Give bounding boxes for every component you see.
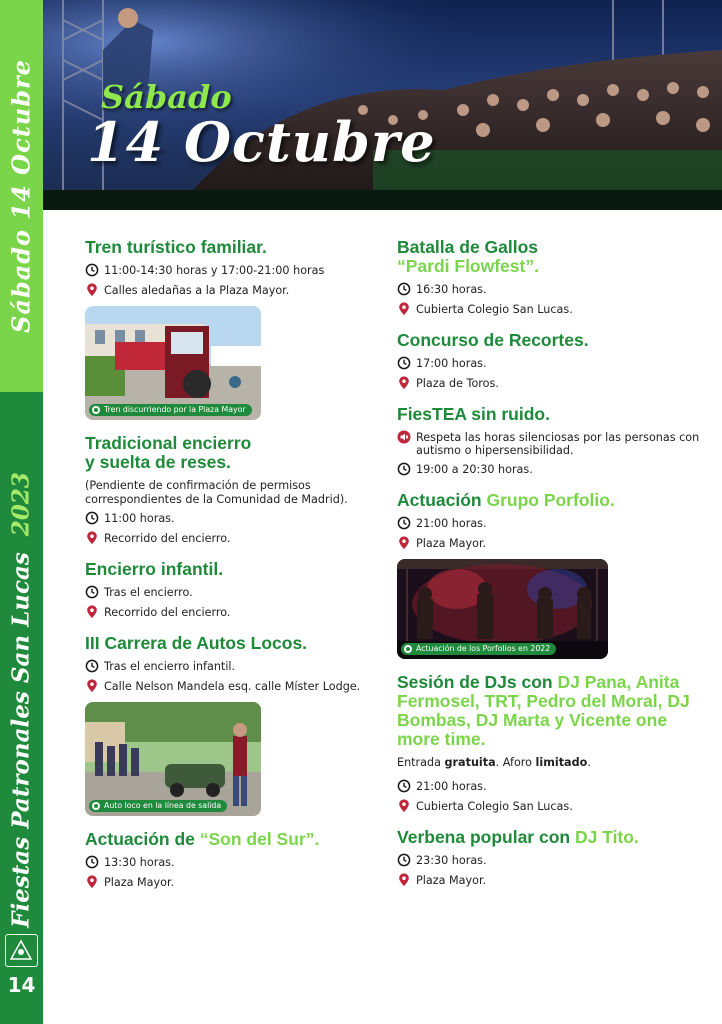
event-title-highlight: DJ Tito. [574,826,639,847]
autos-photo [85,702,261,816]
clock-icon [397,282,411,296]
event-title-highlight: Grupo Porfolio. [486,490,615,510]
event-encierro [85,434,385,546]
event-time: 11:00 horas. [104,512,175,525]
event-title-highlight: “Son del Sur”. [199,829,320,849]
right-column [397,230,702,902]
event-place-row [397,800,702,814]
tren-photo-caption [89,404,252,416]
event-title-prefix: Actuación de [85,829,200,849]
event-title: Tren turístico familiar. [85,237,267,257]
event-title [397,238,702,276]
event-title [397,828,702,847]
location-pin-icon [397,536,411,550]
camera-icon [92,802,100,810]
event-place: Plaza Mayor. [104,876,175,889]
event-son-del-sur [85,830,385,890]
location-pin-icon [85,283,99,297]
event-time: 13:30 horas. [104,856,175,869]
clock-icon [85,659,99,673]
event-place-row [85,680,385,694]
event-batalla-gallos [397,238,702,317]
tren-illustration [85,306,261,420]
clock-icon [397,779,411,793]
tren-photo [85,306,261,420]
sidebar-date-text: Sábado 14 Octubre [6,59,36,333]
clock-icon [85,263,99,277]
event-time: 16:30 horas. [416,283,487,296]
sidebar-festival-name: Fiestas Patronales San Lucas [7,552,35,928]
event-title [397,673,702,749]
event-note: Respeta las horas silenciosas por las personas con autismo o hipersensibilidad. [416,431,700,457]
event-recortes [397,331,702,391]
event-title: III Carrera de Autos Locos. [85,633,308,653]
event-time: 21:00 horas. [416,517,487,530]
sidebar-festival-text [8,472,35,928]
hero-banner [43,0,722,210]
page-number: 14 [7,973,36,997]
event-title-prefix: Verbena popular con [397,826,575,847]
speaker-muted-icon [397,430,411,444]
event-title-line2: y suelta de reses. [85,452,231,472]
event-sesion-djs [397,673,702,814]
event-encierro-infantil [85,560,385,620]
event-title [85,434,385,472]
event-time: Tras el encierro infantil. [104,660,236,673]
event-place: Plaza Mayor. [416,873,487,887]
event-place-row [397,303,702,317]
event-place-row [397,537,702,551]
event-title: FiesTEA sin ruido. [397,404,550,424]
entry-limited: limitado [535,756,588,769]
event-time: Tras el encierro. [104,586,193,599]
event-note-row [397,431,702,457]
entry-free: gratuita [444,756,496,769]
event-fiestea [397,405,702,477]
event-place-row [397,377,702,391]
event-time-row [85,660,385,674]
event-title: Encierro infantil. [85,559,224,579]
event-note: (Pendiente de confirmación de permisos correspondientes de la Comunidad de Madrid). [85,479,348,506]
event-title-line2: “Pardi Flowfest”. [397,256,539,276]
entry-mid: . Aforo [495,756,536,769]
location-pin-icon [397,376,411,390]
event-place-row [85,606,385,620]
event-verbena [397,828,702,888]
clock-icon [85,511,99,525]
event-place-row [85,876,385,890]
location-pin-icon [85,679,99,693]
event-autos-locos [85,634,385,816]
event-place: Plaza Mayor. [416,537,487,550]
event-time: 21:00 horas. [416,779,487,793]
clock-icon [397,516,411,530]
clock-icon [85,585,99,599]
event-time-row [397,463,702,477]
event-title-line1: Tradicional encierro [85,433,252,453]
event-time: 19:00 a 20:30 horas. [416,463,533,476]
autos-photo-caption [89,800,227,812]
left-column [85,230,385,904]
event-title [397,491,702,510]
event-entry-note [397,756,702,770]
event-title-prefix: Actuación [397,490,487,510]
event-place: Recorrido del encierro. [104,532,231,545]
location-pin-icon [397,873,411,887]
event-place: Cubierta Colegio San Lucas. [416,303,573,316]
event-place-row [85,284,385,298]
event-grupo-porfolio [397,491,702,659]
event-time-row [85,264,385,278]
event-time-row [85,512,385,526]
entry-suffix: . [587,756,591,769]
sidebar-festival-year: 2023 [7,472,35,537]
camera-icon [92,406,100,414]
event-place: Calles aledañas a la Plaza Mayor. [104,284,290,297]
clock-icon [85,855,99,869]
tren-caption-text: Tren discurriendo por la Plaza Mayor [104,405,246,414]
autos-caption-text: Auto loco en la línea de salida [104,801,222,810]
event-place: Recorrido del encierro. [104,606,231,619]
event-time-row [397,780,702,794]
event-title-prefix: Sesión de DJs con [397,672,558,692]
porfolio-photo [397,559,608,659]
porfolio-caption-text: Actuación de los Porfolios en 2022 [416,644,551,653]
clock-icon [397,853,411,867]
event-time: 23:30 horas. [416,853,487,867]
event-title-line1: Batalla de Gallos [397,237,539,257]
event-place-row [397,874,702,888]
event-title [85,830,385,849]
porfolio-photo-caption [401,643,556,655]
hero-date-title: 14 Octubre [87,110,436,174]
location-pin-icon [85,605,99,619]
event-time-row [85,856,385,870]
entry-prefix: Entrada [397,756,445,769]
event-tren [85,238,385,420]
autos-illustration [85,702,261,816]
festival-logo-icon [5,934,38,967]
event-place-row [85,532,385,546]
event-time-row [397,854,702,868]
event-time-row [85,586,385,600]
location-pin-icon [85,875,99,889]
event-time: 11:00-14:30 horas y 17:00-21:00 horas [104,264,325,277]
clock-icon [397,462,411,476]
location-pin-icon [397,302,411,316]
event-title-highlight: DJ Pana, Anita Fermosel, TRT, Pedro del Moral, DJ Bombas, DJ Marta y Vicente one more time. [397,672,690,749]
event-place: Calle Nelson Mandela esq. calle Míster Lodge. [104,680,361,693]
clock-icon [397,356,411,370]
event-place: Cubierta Colegio San Lucas. [416,799,573,813]
event-time-row [397,283,702,297]
event-place: Plaza de Toros. [416,377,499,390]
location-pin-icon [397,799,411,813]
hero-day-title: Sábado [101,78,232,116]
event-time-row [397,357,702,371]
event-title: Concurso de Recortes. [397,330,589,350]
camera-icon [404,645,412,653]
event-time: 17:00 horas. [416,357,487,370]
event-time-row [397,517,702,531]
location-pin-icon [85,531,99,545]
